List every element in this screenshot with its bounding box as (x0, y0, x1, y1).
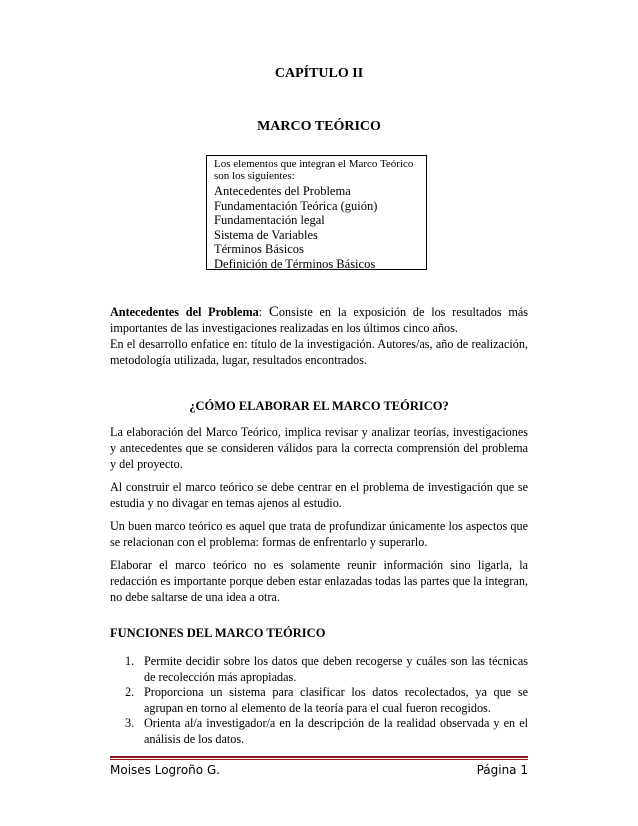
box-item: Fundamentación legal (214, 213, 325, 227)
list-item (110, 716, 528, 747)
list-item-number: 3. (125, 716, 135, 730)
list-item (110, 654, 528, 685)
list-item-text: Permite decidir sobre los datos que deben recogerse y cuáles son las técnicas de recolección más apropiadas. (144, 654, 528, 684)
box-item: Definición de Términos Básicos (214, 256, 376, 271)
paragraph: Elaborar el marco teórico no es solamente reunir información sino ligarla, la redacción es importante porque deben estar enlazadas todas las partes que la integran, no debe saltarse de una idea a otra. (110, 558, 528, 604)
funciones-list (110, 654, 528, 747)
list-item-number: 2. (125, 685, 135, 699)
box-item: Fundamentación Teórica (guión) (214, 198, 378, 213)
antecedentes-text: onsiste en la exposición de los resultados más importantes de las investigaciones realizadas en los últimos cinco años. (110, 305, 529, 335)
paragraph: Un buen marco teórico es aquel que trata de profundizar únicamente los aspectos que se relacionan con el problema: formas de enfrentarlo y superarlo. (110, 519, 528, 549)
page-title: MARCO TEÓRICO (257, 119, 381, 134)
antecedentes-dropcap: C (268, 304, 279, 320)
list-item-text: Orienta al/a investigador/a en la descripción de la realidad observada y en el análisis de los datos. (144, 716, 528, 746)
box-item: Términos Básicos (214, 242, 304, 256)
elements-box (206, 155, 427, 270)
section-heading-como: ¿CÓMO ELABORAR EL MARCO TEÓRICO? (189, 399, 449, 413)
list-item (110, 685, 528, 716)
box-item: Antecedentes del Problema (214, 184, 351, 198)
footer-page-number: Página 1 (476, 763, 528, 777)
paragraph: Al construir el marco teórico se debe centrar en el problema de investigación que se estudia y no divagar en temas ajenos al estudio. (110, 480, 528, 510)
chapter-heading: CAPÍTULO II (274, 66, 364, 81)
footer-rule (110, 756, 528, 758)
box-item: Sistema de Variables (214, 227, 318, 242)
antecedentes-paragraph-2: En el desarrollo enfatice en: título de la investigación. Autores/as, año de realización, metodología utilizada, lugar, resultados encontrados. (110, 337, 528, 367)
list-item-text: Proporciona un sistema para clasificar los datos recolectados, ya que se agrupan en torno al elemento de la teoría para el cual fueron recogidos. (144, 685, 528, 715)
footer-rule-thin (110, 759, 528, 760)
antecedentes-label: Antecedentes del Problema (110, 305, 259, 319)
footer-author: Moises Logroño G. (110, 763, 221, 777)
list-item-number: 1. (125, 654, 135, 668)
antecedentes-paragraph (110, 304, 528, 336)
antecedentes-colon: : (258, 305, 263, 319)
paragraph: La elaboración del Marco Teórico, implica revisar y analizar teorías, investigaciones y antecedentes que se consideren válidos para la correcta comprensión del problema y del proyecto. (110, 425, 528, 471)
box-intro: Los elementos que integran el Marco Teórico son los siguientes: (214, 158, 414, 182)
section-heading-funciones: FUNCIONES DEL MARCO TEÓRICO (110, 626, 326, 640)
